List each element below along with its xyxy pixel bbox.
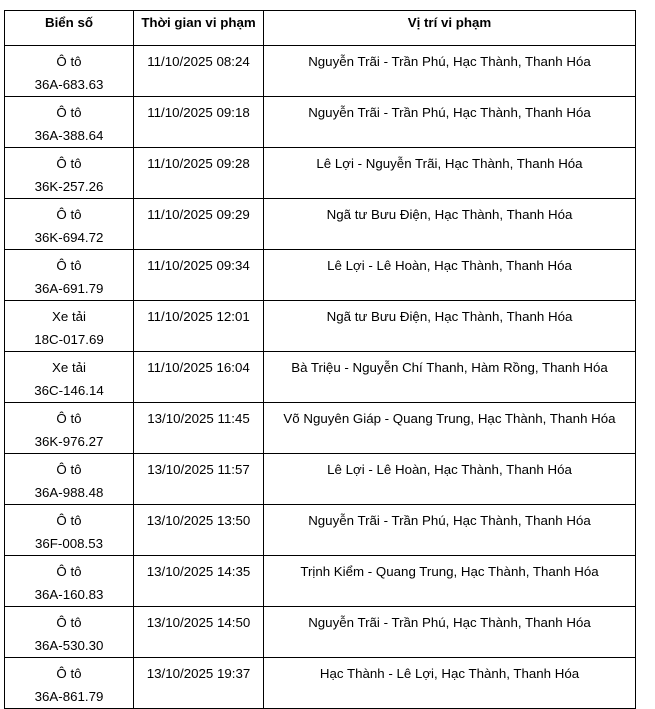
plate-cell [5, 403, 134, 454]
table-row [5, 454, 636, 505]
violation-time-cell [134, 607, 264, 658]
violation-location: Nguyễn Trãi - Trần Phú, Hạc Thành, Thanh Hóa [308, 513, 591, 528]
violations-table [4, 10, 636, 709]
license-plate: 18C-017.69 [34, 332, 104, 347]
plate-cell [5, 46, 134, 97]
violation-time-cell [134, 46, 264, 97]
violation-time: 13/10/2025 13:50 [146, 513, 251, 528]
violation-location-cell [264, 658, 636, 709]
license-plate: 36C-146.14 [34, 383, 104, 398]
violation-time: 13/10/2025 11:45 [147, 411, 250, 426]
plate-cell [5, 148, 134, 199]
violation-time: 11/10/2025 16:04 [147, 360, 250, 375]
violation-time-cell [134, 97, 264, 148]
violation-time: 11/10/2025 09:18 [147, 105, 250, 120]
violation-location: Lê Lợi - Nguyễn Trãi, Hạc Thành, Thanh Hóa [316, 156, 583, 171]
plate-cell [5, 505, 134, 556]
table-body [5, 46, 636, 709]
table-row [5, 505, 636, 556]
table-row [5, 148, 636, 199]
license-plate: 36A-160.83 [34, 587, 104, 602]
violation-time: 11/10/2025 08:24 [147, 54, 250, 69]
vehicle-type: Xe tải [51, 360, 86, 375]
vehicle-type: Ô tô [56, 462, 82, 477]
violation-location-cell [264, 301, 636, 352]
violation-time-cell [134, 403, 264, 454]
table-row [5, 46, 636, 97]
violation-location: Nguyễn Trãi - Trần Phú, Hạc Thành, Thanh Hóa [308, 615, 591, 630]
vehicle-type: Ô tô [56, 513, 82, 528]
vehicle-type: Ô tô [56, 564, 82, 579]
table-row [5, 607, 636, 658]
violation-location-cell [264, 250, 636, 301]
vehicle-type: Ô tô [56, 105, 82, 120]
license-plate: 36K-976.27 [34, 434, 104, 449]
violation-location: Ngã tư Bưu Điện, Hạc Thành, Thanh Hóa [326, 309, 573, 324]
violation-time-cell [134, 301, 264, 352]
license-plate: 36A-388.64 [34, 128, 104, 143]
violation-location-cell [264, 454, 636, 505]
table-row [5, 301, 636, 352]
license-plate: 36A-530.30 [34, 638, 104, 653]
violation-location-cell [264, 403, 636, 454]
violation-location: Nguyễn Trãi - Trần Phú, Hạc Thành, Thanh Hóa [308, 54, 591, 69]
violation-time: 13/10/2025 19:37 [146, 666, 251, 681]
violation-location-cell [264, 352, 636, 403]
plate-cell [5, 199, 134, 250]
violation-location: Lê Lợi - Lê Hoàn, Hạc Thành, Thanh Hóa [327, 258, 572, 273]
violation-time: 11/10/2025 09:29 [147, 207, 250, 222]
violation-time: 13/10/2025 14:35 [146, 564, 251, 579]
violation-time: 13/10/2025 14:50 [146, 615, 251, 630]
violation-location-cell [264, 199, 636, 250]
vehicle-type: Xe tải [51, 309, 86, 324]
violation-time-cell [134, 148, 264, 199]
vehicle-type: Ô tô [56, 411, 82, 426]
vehicle-type: Ô tô [56, 258, 82, 273]
table-row [5, 352, 636, 403]
table-row [5, 97, 636, 148]
violation-location: Hạc Thành - Lê Lợi, Hạc Thành, Thanh Hóa [319, 666, 580, 681]
violation-location-cell [264, 505, 636, 556]
table-row [5, 556, 636, 607]
column-header-plate: Biển số [5, 11, 134, 46]
license-plate: 36F-008.53 [34, 536, 103, 551]
license-plate: 36K-694.72 [34, 230, 104, 245]
table-header [5, 11, 636, 46]
violation-location: Ngã tư Bưu Điện, Hạc Thành, Thanh Hóa [326, 207, 573, 222]
table-row [5, 250, 636, 301]
violation-time: 11/10/2025 12:01 [147, 309, 250, 324]
violation-location-cell [264, 97, 636, 148]
vehicle-type: Ô tô [56, 207, 82, 222]
table-row [5, 403, 636, 454]
column-header-location: Vị trí vi phạm [264, 11, 636, 46]
header-row [5, 11, 636, 46]
violation-location-cell [264, 556, 636, 607]
plate-cell [5, 454, 134, 505]
vehicle-type: Ô tô [56, 666, 82, 681]
violation-location: Nguyễn Trãi - Trần Phú, Hạc Thành, Thanh Hóa [308, 105, 591, 120]
violation-time: 13/10/2025 11:57 [147, 462, 250, 477]
vehicle-type: Ô tô [56, 615, 82, 630]
violation-location-cell [264, 148, 636, 199]
table-row [5, 199, 636, 250]
violation-time: 11/10/2025 09:34 [147, 258, 250, 273]
license-plate: 36A-683.63 [34, 77, 104, 92]
plate-cell [5, 607, 134, 658]
plate-cell [5, 301, 134, 352]
violation-location-cell [264, 607, 636, 658]
vehicle-type: Ô tô [56, 156, 82, 171]
plate-cell [5, 250, 134, 301]
license-plate: 36A-861.79 [34, 689, 104, 704]
plate-cell [5, 556, 134, 607]
violation-time-cell [134, 250, 264, 301]
plate-cell [5, 658, 134, 709]
violation-time-cell [134, 556, 264, 607]
violation-location: Bà Triệu - Nguyễn Chí Thanh, Hàm Rồng, Thanh Hóa [291, 360, 608, 375]
violation-time: 11/10/2025 09:28 [147, 156, 250, 171]
violation-time-cell [134, 352, 264, 403]
vehicle-type: Ô tô [56, 54, 82, 69]
violation-time-cell [134, 199, 264, 250]
plate-cell [5, 352, 134, 403]
license-plate: 36A-691.79 [34, 281, 104, 296]
plate-cell [5, 97, 134, 148]
column-header-time: Thời gian vi phạm [134, 11, 264, 46]
violation-location-cell [264, 46, 636, 97]
violation-time-cell [134, 454, 264, 505]
violation-location: Lê Lợi - Lê Hoàn, Hạc Thành, Thanh Hóa [327, 462, 572, 477]
violation-time-cell [134, 658, 264, 709]
table-row [5, 658, 636, 709]
violation-location: Trịnh Kiểm - Quang Trung, Hạc Thành, Thanh Hóa [300, 564, 599, 579]
license-plate: 36A-988.48 [34, 485, 104, 500]
violation-time-cell [134, 505, 264, 556]
license-plate: 36K-257.26 [34, 179, 104, 194]
violation-location: Võ Nguyên Giáp - Quang Trung, Hạc Thành, Thanh Hóa [283, 411, 616, 426]
